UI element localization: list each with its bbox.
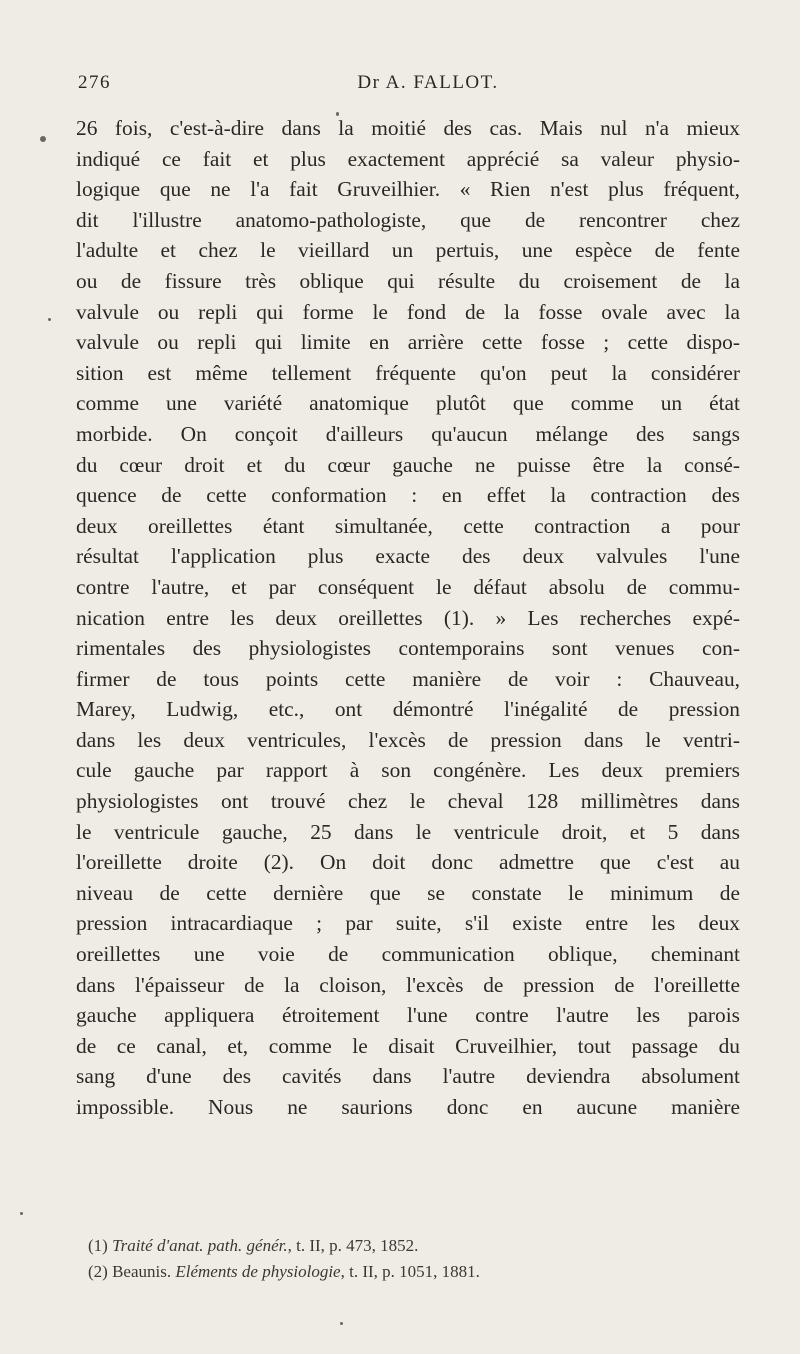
text-line: indiqué ce fait et plus exactement apprécié sa valeur physio- [76,146,740,171]
text-line: quence de cette conformation : en effet la contraction des [76,483,740,508]
footnote-author: Beaunis. [112,1262,172,1281]
paper-speck [48,318,51,321]
text-line: du cœur droit et du cœur gauche ne puisse être la consé- [76,452,740,477]
text-line: oreillettes une voie de communication oblique, cheminant [76,942,740,967]
footnotes [88,1233,728,1285]
text-line: valvule ou repli qui limite en arrière cette fosse ; cette dispo- [76,330,740,355]
footnote-details: , t. II, p. 473, 1852. [287,1236,419,1255]
text-line: cule gauche par rapport à son congénère. Les deux premiers [76,758,740,783]
text-line: dans les deux ventricules, l'excès de pression dans le ventri- [76,727,740,752]
footnote-2 [88,1259,728,1285]
text-line: 26 fois, c'est-à-dire dans la moitié des cas. Mais nul n'a mieux [76,116,740,140]
text-line: résultat l'application plus exacte des deux valvules l'une [76,544,740,569]
text-line: l'adulte et chez le vieillard un pertuis, une espèce de fente [76,238,740,263]
page-number: 276 [78,72,111,93]
text-line: l'oreillette droite (2). On doit donc admettre que c'est au [76,850,740,875]
paper-speck [40,136,46,142]
text-line: de ce canal, et, comme le disait Cruveilhier, tout passage du [76,1033,740,1058]
paper-speck [336,112,339,116]
text-line: gauche appliquera étroitement l'une contre l'autre les parois [76,1003,740,1028]
text-line: ou de fissure très oblique qui résulte du croisement de la [76,268,740,293]
text-line: Marey, Ludwig, etc., ont démontré l'inégalité de pression [76,697,740,722]
text-line: contre l'autre, et par conséquent le défaut absolu de commu- [76,574,740,599]
text-line: nication entre les deux oreillettes (1). » Les recherches expé- [76,605,740,630]
footnote-details: , t. II, p. 1051, 1881. [340,1262,480,1281]
text-line: physiologistes ont trouvé chez le cheval 128 millimètres dans [76,789,740,814]
text-line: sition est même tellement fréquente qu'on peut la considérer [76,360,740,385]
text-line: valvule ou repli qui forme le fond de la fosse ovale avec la [76,299,740,324]
running-head: Dr A. FALLOT. [357,72,499,93]
text-line: rimentales des physiologistes contemporains sont venues con- [76,636,740,661]
footnote-marker: (1) [88,1236,108,1255]
text-line: firmer de tous points cette manière de voir : Chauveau, [76,666,740,691]
body-text [76,113,740,1123]
text-line: le ventricule gauche, 25 dans le ventricule droit, et 5 dans [76,819,740,844]
text-line: morbide. On conçoit d'ailleurs qu'aucun mélange des sangs [76,421,740,446]
text-line: impossible. Nous ne saurions donc en aucune manière [76,1095,740,1119]
text-line: logique que ne l'a fait Gruveilhier. « Rien n'est plus fréquent, [76,177,740,202]
paper-speck [340,1322,343,1325]
text-line: dit l'illustre anatomo-pathologiste, que de rencontrer chez [76,207,740,232]
footnote-1 [88,1233,728,1259]
text-line: niveau de cette dernière que se constate le minimum de [76,880,740,905]
footnote-marker: (2) [88,1262,108,1281]
footnote-title: Traité d'anat. path. génér. [112,1236,288,1255]
text-line: deux oreillettes étant simultanée, cette contraction a pour [76,513,740,538]
paper-speck [20,1212,23,1215]
text-line: comme une variété anatomique plutôt que comme un état [76,391,740,416]
text-line: dans l'épaisseur de la cloison, l'excès de pression de l'oreillette [76,972,740,997]
text-line: pression intracardiaque ; par suite, s'il existe entre les deux [76,911,740,936]
page-header [78,72,738,104]
text-line: sang d'une des cavités dans l'autre deviendra absolument [76,1064,740,1089]
footnote-title: Eléments de physiologie [175,1262,341,1281]
